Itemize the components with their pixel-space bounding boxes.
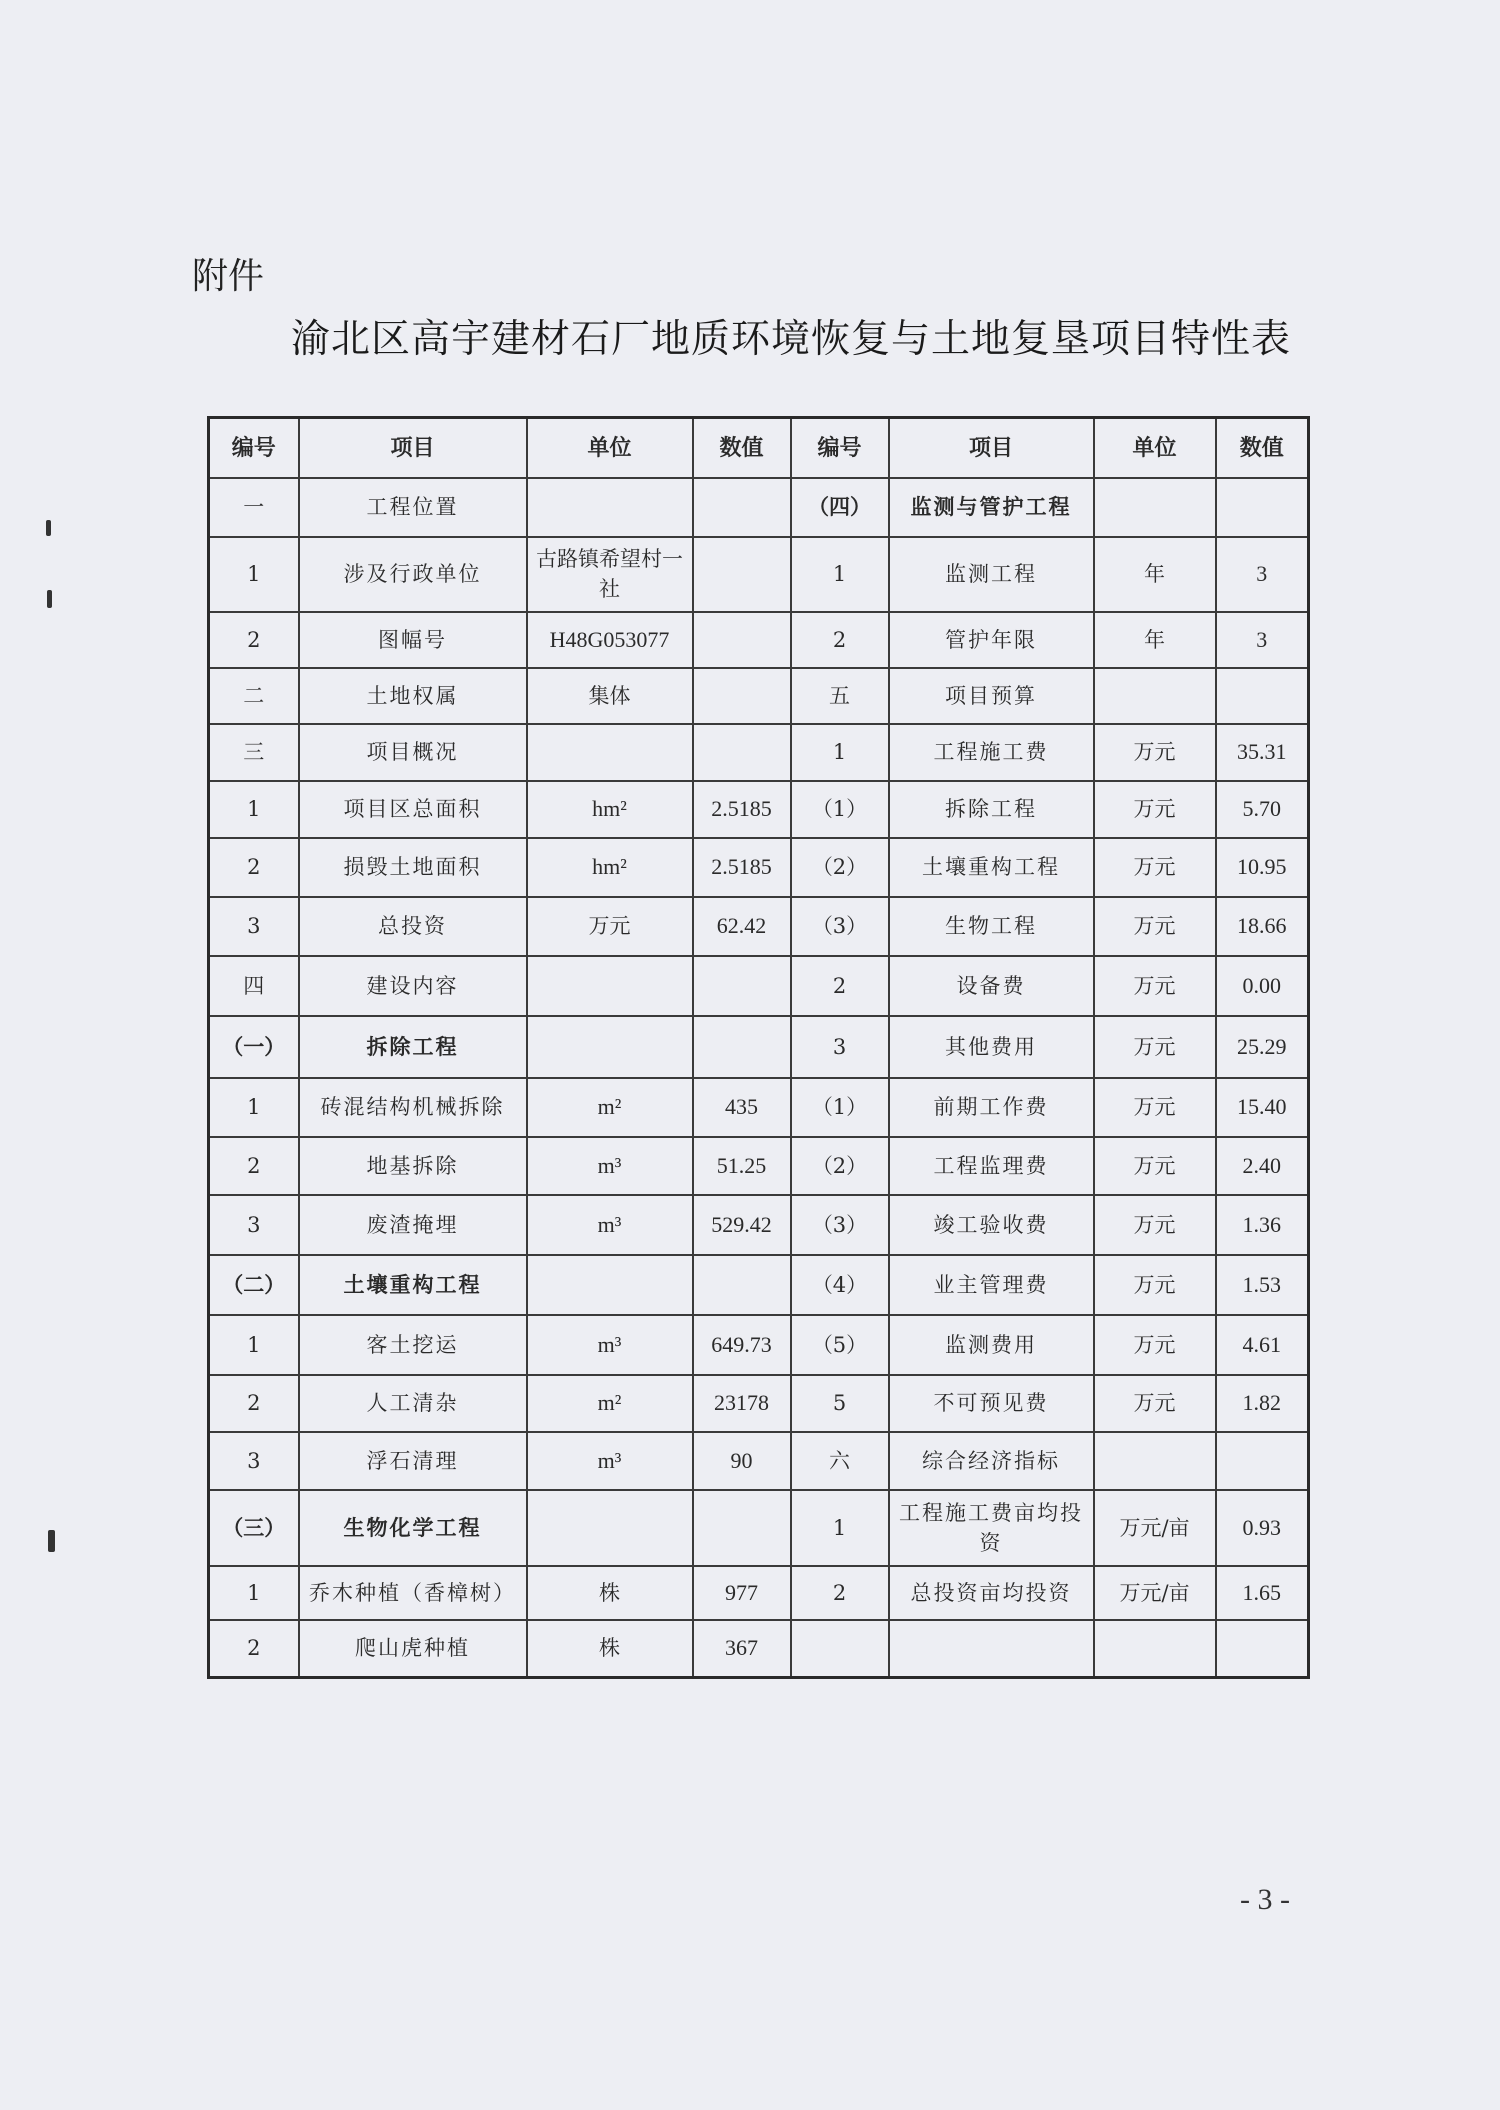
table-cell: H48G053077	[527, 612, 693, 668]
table-cell: 地基拆除	[299, 1137, 527, 1195]
table-cell: 万元	[1094, 956, 1216, 1016]
table-cell: 2	[209, 838, 299, 897]
table-row	[209, 1195, 1309, 1255]
table-cell: 万元	[1094, 1315, 1216, 1375]
table-cell: 万元	[1094, 1137, 1216, 1195]
table-cell: 3	[791, 1016, 889, 1078]
table-cell: 五	[791, 668, 889, 724]
table-cell: 土地权属	[299, 668, 527, 724]
table-cell: 2.40	[1216, 1137, 1309, 1195]
table-cell: 竣工验收费	[889, 1195, 1094, 1255]
column-header: 单位	[1094, 418, 1216, 478]
table-cell	[1094, 668, 1216, 724]
table-cell: 2	[791, 612, 889, 668]
table-cell: 建设内容	[299, 956, 527, 1016]
table-row	[209, 1566, 1309, 1620]
table-cell: 1	[209, 1566, 299, 1620]
table-cell: （1）	[791, 781, 889, 838]
table-cell: 土壤重构工程	[299, 1255, 527, 1315]
table-cell: 生物工程	[889, 897, 1094, 956]
table-cell: 不可预见费	[889, 1375, 1094, 1432]
table-cell: 工程施工费	[889, 724, 1094, 781]
table-row	[209, 1490, 1309, 1566]
table-cell	[1216, 1620, 1309, 1678]
table-cell: 三	[209, 724, 299, 781]
table-cell	[527, 724, 693, 781]
table-cell: 5	[791, 1375, 889, 1432]
table-cell: 万元	[1094, 897, 1216, 956]
table-cell: 3	[1216, 537, 1309, 612]
table-cell: 工程施工费亩均投资	[889, 1490, 1094, 1566]
table-cell: 35.31	[1216, 724, 1309, 781]
table-cell: 人工清杂	[299, 1375, 527, 1432]
table-row	[209, 1375, 1309, 1432]
table-cell: 古路镇希望村一社	[527, 537, 693, 612]
table-row	[209, 956, 1309, 1016]
table-cell: 拆除工程	[299, 1016, 527, 1078]
table-cell	[693, 956, 791, 1016]
table-cell: 集体	[527, 668, 693, 724]
table-cell: 万元	[1094, 1016, 1216, 1078]
scan-mark	[47, 590, 52, 608]
table-cell: 工程位置	[299, 478, 527, 537]
table-row	[209, 897, 1309, 956]
table-cell	[693, 612, 791, 668]
table-cell: 涉及行政单位	[299, 537, 527, 612]
table-cell: 90	[693, 1432, 791, 1490]
document-title-text: 渝北区高宇建材石厂地质环境恢复与土地复垦项目特性表	[290, 317, 1291, 362]
table-cell	[1094, 1620, 1216, 1678]
table-cell: 万元	[1094, 1195, 1216, 1255]
table-cell: 2.5185	[693, 838, 791, 897]
table-cell	[527, 1255, 693, 1315]
table-cell: 10.95	[1216, 838, 1309, 897]
column-header: 编号	[791, 418, 889, 478]
table-cell	[527, 1016, 693, 1078]
table-cell	[1216, 668, 1309, 724]
table-cell: 年	[1094, 612, 1216, 668]
table-cell: 图幅号	[299, 612, 527, 668]
project-spec-table	[207, 416, 1310, 1679]
table-cell: 1	[791, 537, 889, 612]
table-cell: 15.40	[1216, 1078, 1309, 1137]
table-cell: 2	[791, 1566, 889, 1620]
table-cell: （5）	[791, 1315, 889, 1375]
table-row	[209, 668, 1309, 724]
table-cell: 25.29	[1216, 1016, 1309, 1078]
table-cell	[693, 537, 791, 612]
table-row	[209, 478, 1309, 537]
table-cell: 万元	[1094, 724, 1216, 781]
table-row	[209, 1315, 1309, 1375]
column-header: 项目	[889, 418, 1094, 478]
table-cell: 株	[527, 1566, 693, 1620]
table-row	[209, 838, 1309, 897]
table-row	[209, 1016, 1309, 1078]
table-cell: 2	[209, 1137, 299, 1195]
column-header: 数值	[1216, 418, 1309, 478]
column-header: 单位	[527, 418, 693, 478]
table-cell: 浮石清理	[299, 1432, 527, 1490]
table-cell: 工程监理费	[889, 1137, 1094, 1195]
table-cell: 1.82	[1216, 1375, 1309, 1432]
table-cell: 1.65	[1216, 1566, 1309, 1620]
table-cell: 总投资亩均投资	[889, 1566, 1094, 1620]
column-header: 项目	[299, 418, 527, 478]
table-cell: 设备费	[889, 956, 1094, 1016]
table-cell: 23178	[693, 1375, 791, 1432]
table-cell: m²	[527, 1375, 693, 1432]
table-cell: （3）	[791, 897, 889, 956]
table-cell: 5.70	[1216, 781, 1309, 838]
table-cell: （4）	[791, 1255, 889, 1315]
table-cell: （3）	[791, 1195, 889, 1255]
table-cell: 项目区总面积	[299, 781, 527, 838]
table-cell	[693, 1016, 791, 1078]
table-row	[209, 1137, 1309, 1195]
table-cell: m²	[527, 1078, 693, 1137]
table-cell: 1	[791, 1490, 889, 1566]
table-cell: 万元	[1094, 781, 1216, 838]
table-cell	[1216, 1432, 1309, 1490]
table-cell: 0.93	[1216, 1490, 1309, 1566]
table-cell: 生物化学工程	[299, 1490, 527, 1566]
table-cell: （2）	[791, 838, 889, 897]
table-cell: 前期工作费	[889, 1078, 1094, 1137]
table-row	[209, 1620, 1309, 1678]
table-cell: 项目概况	[299, 724, 527, 781]
table-cell: 砖混结构机械拆除	[299, 1078, 527, 1137]
table-cell: 二	[209, 668, 299, 724]
table-cell: 1	[209, 781, 299, 838]
table-cell: 四	[209, 956, 299, 1016]
table-cell: 649.73	[693, 1315, 791, 1375]
table-cell	[693, 724, 791, 781]
table-cell: 损毁土地面积	[299, 838, 527, 897]
table-cell: （四）	[791, 478, 889, 537]
table-cell: 万元	[1094, 1255, 1216, 1315]
table-cell: 监测工程	[889, 537, 1094, 612]
table-cell: 3	[1216, 612, 1309, 668]
table-cell: 18.66	[1216, 897, 1309, 956]
table-cell: 529.42	[693, 1195, 791, 1255]
scan-mark	[48, 1530, 55, 1552]
table-row	[209, 1078, 1309, 1137]
table-cell: 综合经济指标	[889, 1432, 1094, 1490]
table-cell: 爬山虎种植	[299, 1620, 527, 1678]
table-cell: 其他费用	[889, 1016, 1094, 1078]
document-title	[0, 308, 1500, 364]
table-cell	[693, 668, 791, 724]
table-cell	[693, 1255, 791, 1315]
table-cell	[889, 1620, 1094, 1678]
table-cell: 业主管理费	[889, 1255, 1094, 1315]
table-cell: 拆除工程	[889, 781, 1094, 838]
table-row	[209, 781, 1309, 838]
table-cell: 监测费用	[889, 1315, 1094, 1375]
table-cell: 乔木种植（香樟树）	[299, 1566, 527, 1620]
table-cell: 2	[209, 1375, 299, 1432]
table-cell: 管护年限	[889, 612, 1094, 668]
table-cell: 1.53	[1216, 1255, 1309, 1315]
table-row	[209, 724, 1309, 781]
table-cell	[693, 1490, 791, 1566]
table-cell	[791, 1620, 889, 1678]
table-cell: （1）	[791, 1078, 889, 1137]
table-cell: 51.25	[693, 1137, 791, 1195]
table-cell	[527, 478, 693, 537]
table-cell: 株	[527, 1620, 693, 1678]
table-cell: 435	[693, 1078, 791, 1137]
table-row	[209, 612, 1309, 668]
table-cell: 3	[209, 897, 299, 956]
table-cell: 2	[209, 612, 299, 668]
table-cell: 62.42	[693, 897, 791, 956]
table-cell: 废渣掩埋	[299, 1195, 527, 1255]
table-cell: 2	[209, 1620, 299, 1678]
table-cell: 2	[791, 956, 889, 1016]
table-cell: 3	[209, 1432, 299, 1490]
table-cell	[527, 956, 693, 1016]
table-row	[209, 1255, 1309, 1315]
table-cell: 0.00	[1216, 956, 1309, 1016]
table-cell: （二）	[209, 1255, 299, 1315]
table-cell: 万元	[1094, 1078, 1216, 1137]
table-cell: 一	[209, 478, 299, 537]
table-cell	[1216, 478, 1309, 537]
table-cell: 监测与管护工程	[889, 478, 1094, 537]
table-cell: 年	[1094, 537, 1216, 612]
table-cell	[693, 478, 791, 537]
table-cell: 367	[693, 1620, 791, 1678]
table-cell: 六	[791, 1432, 889, 1490]
table-cell: 万元/亩	[1094, 1566, 1216, 1620]
table-cell	[1094, 478, 1216, 537]
column-header: 数值	[693, 418, 791, 478]
page-number: - 3 -	[1240, 1883, 1290, 1916]
table-cell: 2.5185	[693, 781, 791, 838]
table-cell: 1.36	[1216, 1195, 1309, 1255]
table-cell: m³	[527, 1315, 693, 1375]
table-cell: 土壤重构工程	[889, 838, 1094, 897]
table-cell: （一）	[209, 1016, 299, 1078]
table-cell	[1094, 1432, 1216, 1490]
table-cell: m³	[527, 1137, 693, 1195]
table-cell: hm²	[527, 838, 693, 897]
table-cell: （2）	[791, 1137, 889, 1195]
table-row	[209, 537, 1309, 612]
table-cell: hm²	[527, 781, 693, 838]
table-cell: 万元	[527, 897, 693, 956]
scan-mark	[46, 520, 51, 536]
table-cell: m³	[527, 1195, 693, 1255]
table-cell: 1	[209, 1078, 299, 1137]
table-cell: 4.61	[1216, 1315, 1309, 1375]
table-cell: （三）	[209, 1490, 299, 1566]
table-cell: 客土挖运	[299, 1315, 527, 1375]
table-row	[209, 1432, 1309, 1490]
table-cell: m³	[527, 1432, 693, 1490]
table-cell: 1	[791, 724, 889, 781]
table-cell: 万元	[1094, 1375, 1216, 1432]
table-cell: 977	[693, 1566, 791, 1620]
table-cell: 1	[209, 537, 299, 612]
table-cell: 项目预算	[889, 668, 1094, 724]
column-header: 编号	[209, 418, 299, 478]
header-row	[209, 418, 1309, 478]
table-cell: 3	[209, 1195, 299, 1255]
table-cell: 万元/亩	[1094, 1490, 1216, 1566]
table-cell: 总投资	[299, 897, 527, 956]
attachment-label: 附件	[192, 256, 265, 297]
table-cell	[527, 1490, 693, 1566]
table-cell: 万元	[1094, 838, 1216, 897]
table-cell: 1	[209, 1315, 299, 1375]
